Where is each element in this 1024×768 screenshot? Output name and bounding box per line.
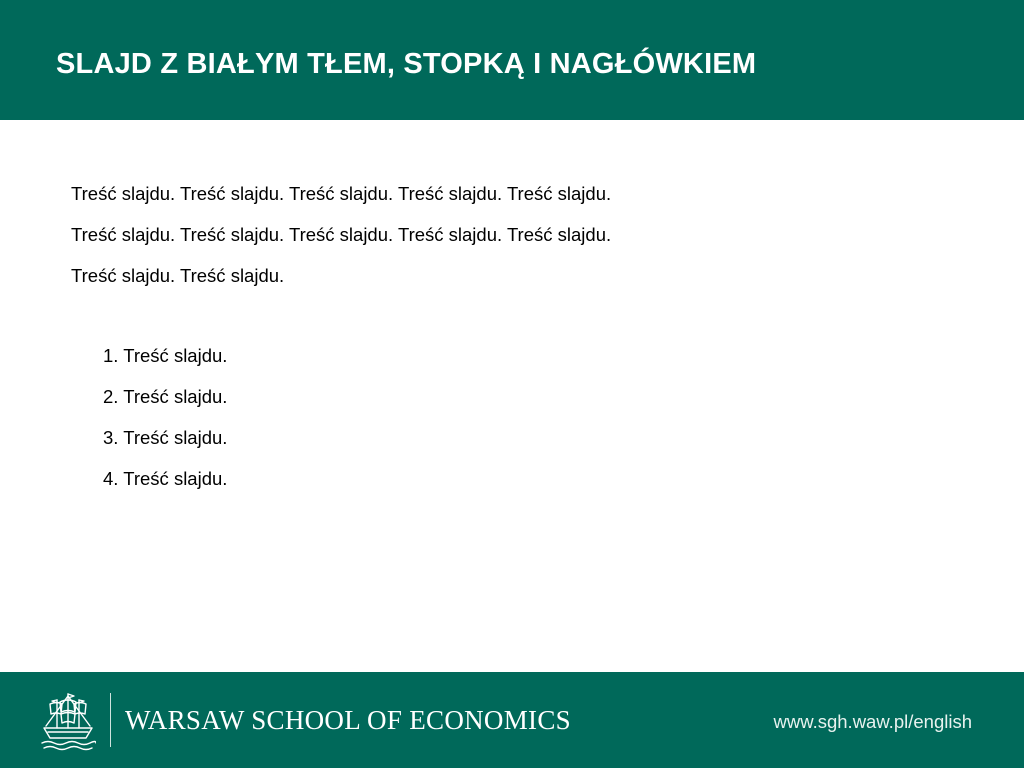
- slide-title: SLAJD Z BIAŁYM TŁEM, STOPKĄ I NAGŁÓWKIEM: [56, 48, 757, 80]
- organization-name: WARSAW SCHOOL OF ECONOMICS: [125, 705, 571, 735]
- footer-divider: [110, 693, 111, 747]
- list-item: 1. Treść slajdu.: [103, 345, 228, 366]
- list-item: 4. Treść slajdu.: [103, 468, 228, 489]
- header-bar: [0, 0, 1024, 120]
- numbered-list: [103, 340, 227, 504]
- ship-emblem-icon: [40, 688, 96, 752]
- slide-body: [71, 178, 951, 301]
- body-text-line: Treść slajdu. Treść slajdu. Treść slajdu. Treść slajdu. Treść slajdu.: [71, 224, 612, 245]
- list-item: 3. Treść slajdu.: [103, 427, 228, 448]
- body-text-line: Treść slajdu. Treść slajdu. Treść slajdu. Treść slajdu. Treść slajdu.: [71, 183, 612, 204]
- website-link[interactable]: www.sgh.waw.pl/english: [773, 711, 972, 732]
- body-text-line: Treść slajdu. Treść slajdu.: [71, 265, 285, 286]
- list-item: 2. Treść slajdu.: [103, 386, 228, 407]
